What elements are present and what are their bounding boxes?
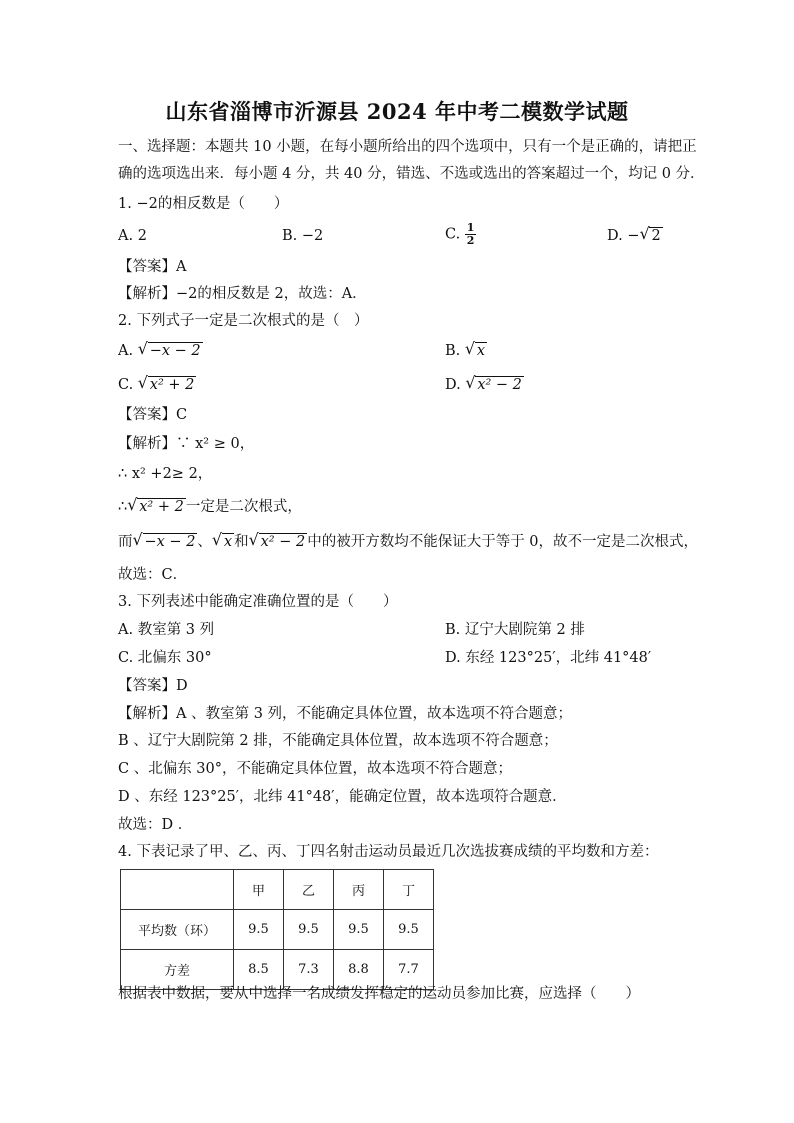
q3-analysis-line3: C 、北偏东 30°，不能确定具体位置，故本选项不符合题意；	[118, 761, 513, 777]
q3-analysis-line4: D 、东经 123°25′，北纬 41°48′，能确定位置，故本选项符合题意．	[118, 789, 567, 805]
analysis-text: 一定是二次根式，	[185, 499, 302, 515]
q1-math: −2	[136, 196, 158, 212]
analysis-text: 中的被开方数均不能保证大于等于 0，故不一定是二次根式，	[307, 534, 699, 550]
q3-analysis-line1: 【解析】A 、教室第 3 列，不能确定具体位置，故本选项不符合题意；	[118, 706, 573, 722]
q1-option-d	[607, 226, 663, 246]
q2-option-c-label: C.	[118, 377, 134, 393]
radicand: x	[476, 343, 486, 359]
radicand: −x − 2	[149, 343, 201, 359]
q2-analysis-line3	[118, 497, 302, 517]
table-cell: 8.5	[234, 950, 284, 990]
table-header-cell: 乙	[284, 870, 334, 910]
q3-analysis-line5: 故选：D ．	[118, 817, 193, 833]
radicand: −x − 2	[144, 534, 196, 550]
q3-option-d: D. 东经 123°25′，北纬 41°48′	[445, 650, 652, 666]
analysis-text: 而	[118, 534, 133, 550]
table-header-row	[121, 870, 434, 910]
q2-stem: 2. 下列式子一定是二次根式的是（ ）	[118, 313, 369, 329]
q2-option-a	[118, 341, 203, 361]
q2-analysis-line4	[118, 532, 698, 552]
radicand: x² − 2	[477, 377, 522, 393]
table-header-cell: 丙	[334, 870, 384, 910]
q1-option-c-fraction	[465, 222, 477, 247]
radicand: x² + 2	[149, 377, 195, 393]
q2-option-c	[118, 375, 196, 395]
q3-option-c: C. 北偏东 30°	[118, 650, 212, 666]
sqrt-symbol	[465, 341, 487, 361]
q1-number: 1.	[118, 196, 137, 212]
scores-table	[120, 869, 434, 990]
table-row-label: 平均数（环）	[121, 910, 234, 950]
q1-stem-text: 的相反数是（ ）	[157, 196, 289, 212]
q2-option-d-label: D.	[445, 377, 461, 393]
table-cell: 9.5	[284, 910, 334, 950]
page-title: 山东省淄博市沂源县 2024 年中考二模数学试题	[165, 99, 629, 124]
q1-option-c-label: C.	[445, 226, 461, 243]
sqrt-symbol	[127, 497, 186, 517]
fraction-numerator: 1	[466, 221, 475, 234]
q1-answer: 【答案】A	[118, 259, 187, 275]
sqrt-symbol	[639, 226, 662, 246]
radicand: x² − 2	[260, 534, 306, 550]
table-cell: 9.5	[334, 910, 384, 950]
q2-option-a-label: A.	[118, 343, 134, 359]
table-cell: 9.5	[234, 910, 284, 950]
q2-answer: 【答案】C	[118, 407, 188, 423]
table-header-cell: 甲	[234, 870, 284, 910]
q1-analysis: 【解析】−2的相反数是 2，故选：A．	[118, 286, 367, 302]
sqrt-symbol	[133, 532, 198, 552]
q3-stem: 3. 下列表述中能确定准确位置的是（ ）	[118, 594, 398, 610]
q3-analysis-line2: B 、辽宁大剧院第 2 排，不能确定具体位置，故本选项不符合题意；	[118, 733, 558, 749]
q1-option-c	[445, 222, 476, 247]
sqrt-symbol	[138, 375, 197, 395]
section-intro-line2: 确的选项选出来．每小题 4 分，共 40 分，错选、不选或选出的答案超过一个，均记 0 分．	[118, 166, 705, 182]
q4-stem: 4. 下表记录了甲、乙、丙、丁四名射击运动员最近几次选拔赛成绩的平均数和方差：	[118, 844, 659, 860]
sqrt-symbol	[465, 375, 524, 395]
q2-analysis-line2: ∴ x² +2≥ 2，	[118, 466, 213, 482]
table-header-cell	[121, 870, 234, 910]
analysis-text: 和	[234, 534, 249, 550]
q3-option-a: A. 教室第 3 列	[118, 622, 215, 638]
fraction-denominator: 2	[466, 234, 475, 247]
table-row-label: 方差	[121, 950, 234, 990]
section-intro-line1: 一、选择题：本题共 10 小题，在每小题所给出的四个选项中，只有一个是正确的，请把正	[118, 139, 697, 155]
q1-option-a: A. 2	[118, 228, 147, 244]
sqrt-symbol	[138, 341, 203, 361]
q1-option-d-label: D. −	[607, 228, 640, 244]
analysis-text: 、	[197, 534, 212, 550]
sqrt-symbol	[249, 532, 308, 552]
q2-option-b-label: B.	[445, 343, 461, 359]
q1-stem	[118, 194, 288, 214]
q3-answer: 【答案】D	[118, 678, 188, 694]
q2-analysis-line1: 【解析】∵ x² ≥ 0，	[118, 436, 255, 452]
therefore-symbol: ∴	[118, 499, 128, 515]
sqrt-symbol	[212, 532, 234, 552]
table-cell: 8.8	[334, 950, 384, 990]
table-cell: 7.7	[384, 950, 434, 990]
q4-after-table: 根据表中数据，要从中选择一名成绩发挥稳定的运动员参加比赛，应选择（ ）	[118, 986, 640, 1002]
table-cell: 7.3	[284, 950, 334, 990]
table-header-cell: 丁	[384, 870, 434, 910]
table-cell: 9.5	[384, 910, 434, 950]
q2-option-b	[445, 341, 487, 361]
q2-analysis-line5: 故选：C．	[118, 567, 188, 583]
radicand: x² + 2	[139, 499, 184, 515]
radicand: x	[223, 534, 233, 550]
q3-option-b: B. 辽宁大剧院第 2 排	[445, 622, 585, 638]
radicand: 2	[651, 228, 661, 244]
table-row	[121, 910, 434, 950]
q2-option-d	[445, 375, 524, 395]
q1-option-b: B. −2	[282, 228, 324, 244]
